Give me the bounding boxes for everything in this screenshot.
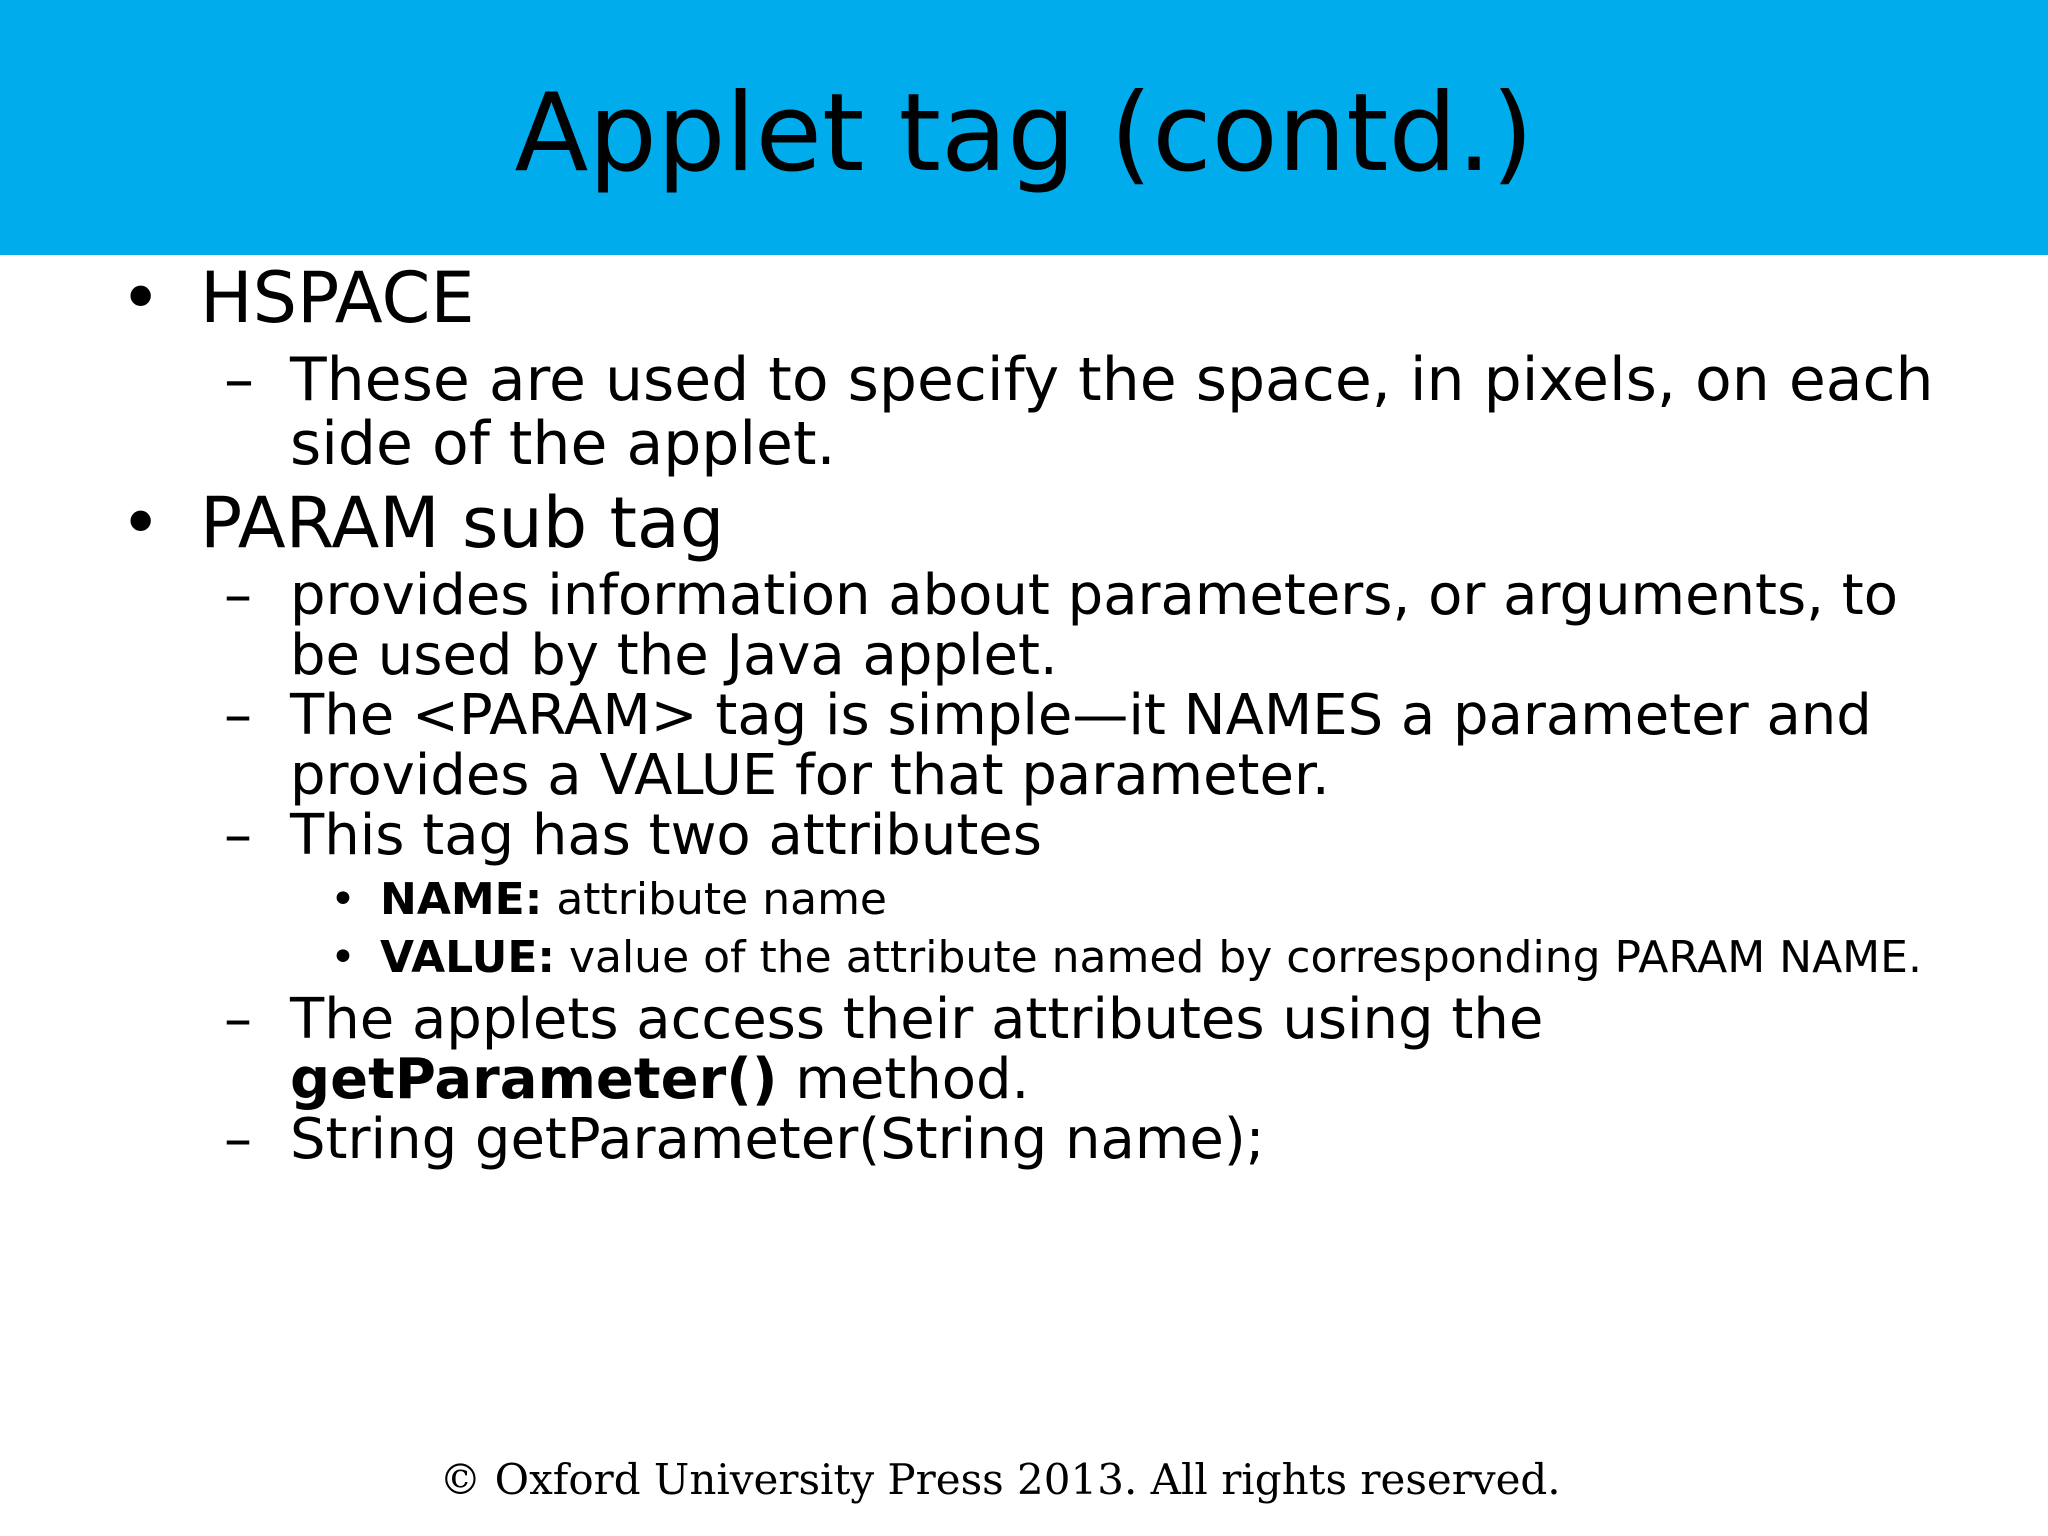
bullet-item-hspace (120, 257, 475, 339)
sub-item-get-parameter (224, 987, 1940, 1112)
sub-item-text: The applets access their attributes using the (290, 987, 1544, 1052)
sub-item-text: String getParameter(String name); (290, 1107, 1265, 1172)
bullet-icon: • (330, 932, 356, 983)
copyright-footer: © Oxford University Press 2013. All rights reserved. (439, 1455, 1561, 1504)
sub-item-param-simple (224, 683, 1940, 808)
bullet-item-param (120, 482, 725, 564)
bullet-icon: • (120, 482, 162, 564)
sub-item-text: method. (777, 1047, 1030, 1112)
attribute-label: NAME: (380, 874, 543, 925)
attribute-description: attribute name (542, 874, 888, 925)
sub-item-text: This tag has two attributes (290, 803, 1042, 868)
attribute-label: VALUE: (380, 932, 555, 983)
dash-icon: – (224, 683, 252, 748)
dash-icon: – (224, 345, 254, 415)
dash-icon: – (224, 987, 252, 1052)
title-bar (0, 0, 2048, 255)
sub-item-text: provides information about parameters, or arguments, to be used by the Java applet. (290, 563, 1899, 688)
dash-icon: – (224, 563, 252, 628)
sub-item-text: The <PARAM> tag is simple—it NAMES a parameter and provides a VALUE for that parameter. (290, 683, 1872, 808)
sub-item-text: These are used to specify the space, in pixels, on each side of the applet. (290, 345, 1934, 479)
bullet-icon: • (330, 874, 356, 925)
bullet-item-text: PARAM sub tag (200, 482, 725, 564)
sub-item-signature (224, 1107, 1940, 1172)
attribute-description: value of the attribute named by corresponding PARAM NAME. (554, 932, 1922, 983)
slide-title: Applet tag (contd.) (514, 71, 1534, 196)
dash-icon: – (224, 803, 252, 868)
attribute-item-value (330, 930, 1922, 986)
dash-icon: – (224, 1107, 252, 1172)
method-name: getParameter() (290, 1047, 778, 1112)
sub-item-param-attributes (224, 803, 1940, 868)
sub-item-hspace-description (224, 345, 1940, 479)
attribute-item-name (330, 872, 888, 928)
bullet-item-text: HSPACE (200, 257, 475, 339)
bullet-icon: • (120, 257, 162, 339)
sub-item-param-info (224, 563, 1940, 688)
